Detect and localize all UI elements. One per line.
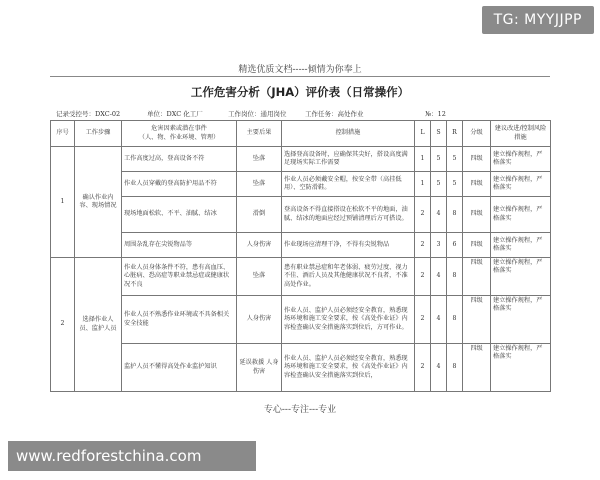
table-row (51, 344, 551, 392)
header-suggestion: 建议改进/控制风险措施 (491, 121, 551, 147)
cell-suggestion: 建立操作规程，严格落实 (491, 296, 551, 344)
cell-L: 2 (415, 258, 431, 296)
cell-consequence: 坠落 (237, 147, 282, 172)
cell-consequence: 人身伤害 (237, 233, 282, 258)
cell-hazard: 监护人员不懂得高处作业监护知识 (122, 344, 237, 392)
table-row (51, 197, 551, 233)
cell-S: 4 (431, 258, 447, 296)
cell-seq: 2 (51, 258, 75, 392)
cell-R: 8 (447, 197, 463, 233)
header-rule (50, 76, 550, 77)
footer-slogan: 专心---专注---专业 (263, 405, 337, 415)
cell-R: 5 (447, 172, 463, 197)
cell-step: 确认作业内容、现场情况 (75, 147, 122, 258)
header-seq: 序号 (51, 121, 75, 147)
cell-consequence: 坠落 (237, 172, 282, 197)
cell-hazard: 作业人员穿戴的登高防护用品不符 (122, 172, 237, 197)
cell-L: 1 (415, 147, 431, 172)
cell-control: 作业现场应清理干净，不得有尖锐物品 (282, 233, 415, 258)
header-L: L (415, 121, 431, 147)
cell-control: 作业人员、监护人员必须经安全教育，熟悉现场环境和施工安全要求，按《高处作业证》内容检查确认安全措施落实到位后， (282, 344, 415, 392)
cell-control: 选择登高设备时，应确保其尖好，搭设高度满足现场实际工作需要 (282, 147, 415, 172)
header-tagline: 精选优质文档-----倾情为你奉上 (238, 65, 362, 75)
watermark-tg-badge: TG: MYYJJPP (482, 6, 594, 34)
cell-control: 作业人员必须戴安全帽，按安全带（高挂低用）、空防滑鞋。 (282, 172, 415, 197)
table-row (51, 147, 551, 172)
cell-level: 四级 (463, 197, 491, 233)
cell-hazard: 作业人员不熟悉作业环境或不具备相关安全技能 (122, 296, 237, 344)
cell-hazard: 现场地面松软、不平、油腻、结冰 (122, 197, 237, 233)
header-S: S (431, 121, 447, 147)
cell-hazard: 工作高度过高，登高设备不符 (122, 147, 237, 172)
cell-suggestion: 建立操作规程，严格落实 (491, 233, 551, 258)
cell-level: 四级 (463, 233, 491, 258)
website-watermark-banner: www.redforestchina.com (8, 441, 256, 471)
meta-unit: 单位：DXC 化工厂 (147, 110, 203, 118)
cell-suggestion: 建立操作规程，严格落实 (491, 197, 551, 233)
cell-S: 3 (431, 233, 447, 258)
header-step: 工作步骤 (75, 121, 122, 147)
table-row (51, 172, 551, 197)
cell-level: 四级 (463, 147, 491, 172)
header-consequence: 主要后果 (237, 121, 282, 147)
header-R: R (447, 121, 463, 147)
header-hazard-line1: 危害因素或潜在事件 (151, 125, 207, 133)
cell-S: 4 (431, 344, 447, 392)
header-hazard (122, 121, 237, 147)
cell-R: 8 (447, 296, 463, 344)
cell-R: 6 (447, 233, 463, 258)
table-row (51, 258, 551, 296)
cell-consequence: 坠落 (237, 258, 282, 296)
cell-suggestion: 建立操作规程，严格落实 (491, 258, 551, 296)
table-row (51, 296, 551, 344)
cell-suggestion: 建立操作规程，严格落实 (491, 344, 551, 392)
cell-consequence: 延误救援 人身伤害 (237, 344, 282, 392)
cell-S: 5 (431, 147, 447, 172)
cell-L: 1 (415, 172, 431, 197)
cell-hazard: 作业人员身体条件不符，患有高血压、心脏病、恐高症等职业禁忌症或健康状况不良 (122, 258, 237, 296)
meta-post: 工作岗位：通用岗位 (228, 110, 287, 118)
cell-R: 5 (447, 147, 463, 172)
cell-control: 作业人员、监护人员必须经安全教育，熟悉现场环境和施工安全要求，按《高处作业证》内容检查确认安全措施落实到位后，方可作业。 (282, 296, 415, 344)
cell-S: 4 (431, 197, 447, 233)
cell-L: 2 (415, 197, 431, 233)
cell-seq: 1 (51, 147, 75, 258)
cell-consequence: 滑倒 (237, 197, 282, 233)
cell-consequence: 人身伤害 (237, 296, 282, 344)
cell-suggestion: 建立操作规程，严格落实 (491, 172, 551, 197)
jha-table (50, 120, 551, 392)
cell-level: 四级 (463, 296, 491, 344)
cell-level: 四级 (463, 172, 491, 197)
cell-step: 选择作业人员、监护人员 (75, 258, 122, 392)
header-control: 控制措施 (282, 121, 415, 147)
meta-task: 工作任务：高处作业 (305, 110, 364, 118)
cell-R: 8 (447, 258, 463, 296)
meta-number: №：12 (425, 110, 446, 118)
cell-suggestion: 建立操作规程，严格落实 (491, 147, 551, 172)
header-hazard-line2: （人、物、作业环境、管理） (138, 133, 220, 141)
document-title: 工作危害分析（JHA）评价表（日常操作） (190, 85, 410, 99)
cell-R: 8 (447, 344, 463, 392)
meta-record-no: 记录受控号：DXC-02 (56, 110, 121, 118)
cell-control: 登高设备不得直接搭设在松软不平的地面，油腻、结冰的地面应经过预铺清理后方可搭设。 (282, 197, 415, 233)
cell-L: 2 (415, 344, 431, 392)
cell-L: 2 (415, 296, 431, 344)
cell-S: 4 (431, 296, 447, 344)
cell-S: 5 (431, 172, 447, 197)
cell-L: 2 (415, 233, 431, 258)
cell-level: 四级 (463, 258, 491, 296)
cell-control: 患有职业禁忌症和年老体弱、疲劳过度、视力不佳、酒后人员及其他健康状况不良者，不准高处作业。 (282, 258, 415, 296)
header-level: 分级 (463, 121, 491, 147)
table-row (51, 233, 551, 258)
cell-level: 四级 (463, 344, 491, 392)
table-header-row (51, 121, 551, 147)
cell-hazard: 周围杂乱存在尖锐物品等 (122, 233, 237, 258)
